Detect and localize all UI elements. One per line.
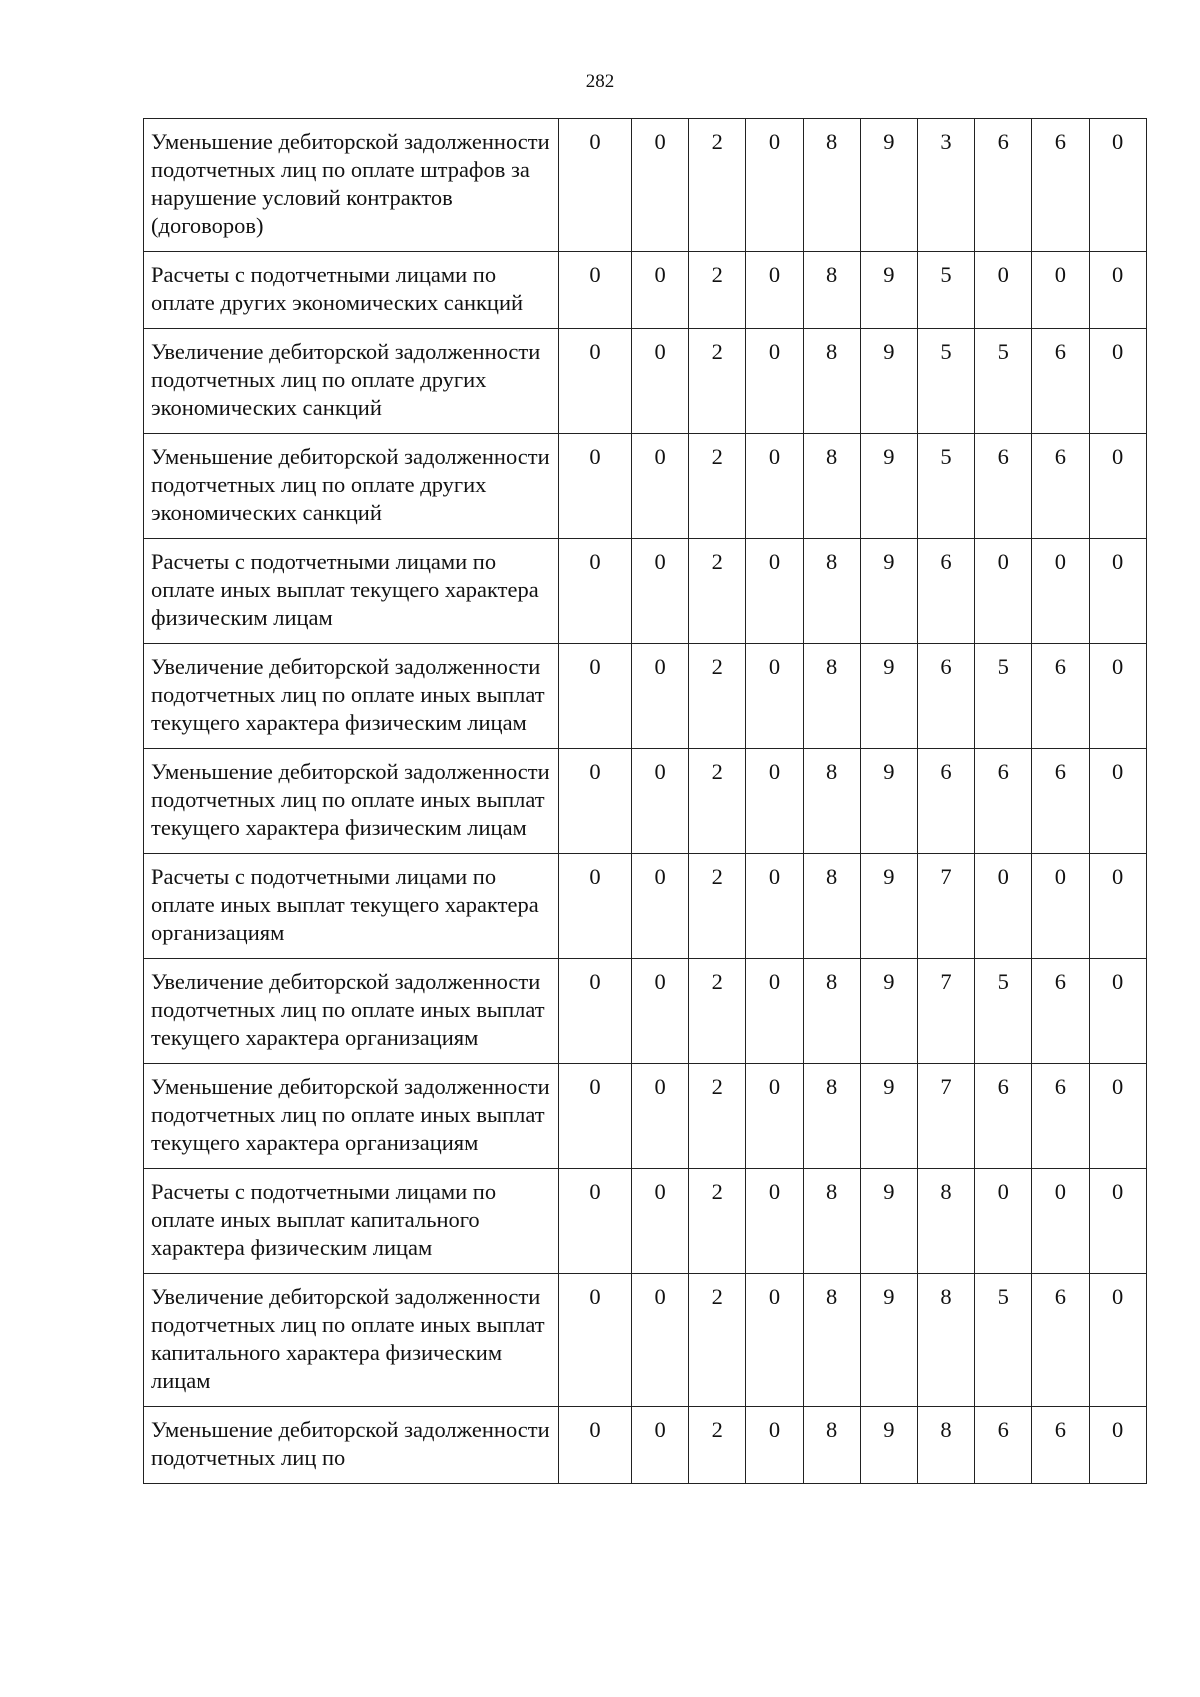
code-digit-3: 2 (689, 959, 746, 1064)
row-description: Увеличение дебиторской задолженности подотчетных лиц по оплате иных выплат текущего характера физическим лицам (144, 644, 559, 749)
code-digit-3: 2 (689, 434, 746, 539)
table-row (144, 1064, 1147, 1169)
code-digit-8: 5 (975, 1274, 1032, 1407)
code-digit-9: 6 (1032, 1407, 1089, 1484)
code-digit-3: 2 (689, 1064, 746, 1169)
code-digit-4: 0 (746, 854, 803, 959)
code-digit-5: 8 (803, 749, 860, 854)
code-digit-2: 0 (632, 1274, 689, 1407)
code-digit-9: 0 (1032, 539, 1089, 644)
code-digit-5: 8 (803, 119, 860, 252)
code-digit-5: 8 (803, 1274, 860, 1407)
code-digit-6: 9 (860, 434, 917, 539)
code-digit-8: 6 (975, 119, 1032, 252)
code-digit-7: 8 (917, 1407, 974, 1484)
table-row (144, 959, 1147, 1064)
table-row (144, 119, 1147, 252)
code-digit-9: 0 (1032, 854, 1089, 959)
table-row (144, 1274, 1147, 1407)
code-digit-7: 6 (917, 539, 974, 644)
code-digit-10: 0 (1089, 252, 1146, 329)
code-digit-6: 9 (860, 252, 917, 329)
table-row (144, 854, 1147, 959)
row-description: Расчеты с подотчетными лицами по оплате иных выплат текущего характера организациям (144, 854, 559, 959)
code-digit-9: 6 (1032, 119, 1089, 252)
code-digit-3: 2 (689, 539, 746, 644)
code-digit-1: 0 (559, 959, 632, 1064)
code-digit-2: 0 (632, 1169, 689, 1274)
code-digit-3: 2 (689, 1169, 746, 1274)
code-digit-4: 0 (746, 644, 803, 749)
code-digit-3: 2 (689, 644, 746, 749)
code-digit-8: 6 (975, 1407, 1032, 1484)
code-digit-8: 6 (975, 749, 1032, 854)
code-digit-5: 8 (803, 1407, 860, 1484)
code-digit-6: 9 (860, 119, 917, 252)
code-digit-9: 6 (1032, 749, 1089, 854)
code-digit-9: 6 (1032, 959, 1089, 1064)
code-digit-10: 0 (1089, 434, 1146, 539)
code-digit-1: 0 (559, 434, 632, 539)
code-digit-10: 0 (1089, 644, 1146, 749)
account-codes-table (143, 118, 1147, 1484)
code-digit-4: 0 (746, 1169, 803, 1274)
code-digit-1: 0 (559, 854, 632, 959)
code-digit-10: 0 (1089, 1274, 1146, 1407)
row-description: Расчеты с подотчетными лицами по оплате иных выплат капитального характера физическим лицам (144, 1169, 559, 1274)
table-row (144, 539, 1147, 644)
code-digit-1: 0 (559, 329, 632, 434)
code-digit-7: 3 (917, 119, 974, 252)
code-digit-2: 0 (632, 434, 689, 539)
code-digit-7: 7 (917, 854, 974, 959)
code-digit-5: 8 (803, 959, 860, 1064)
code-digit-4: 0 (746, 1407, 803, 1484)
code-digit-7: 6 (917, 644, 974, 749)
code-digit-8: 5 (975, 959, 1032, 1064)
code-digit-10: 0 (1089, 539, 1146, 644)
code-digit-7: 6 (917, 749, 974, 854)
code-digit-9: 6 (1032, 329, 1089, 434)
code-digit-8: 0 (975, 539, 1032, 644)
code-digit-10: 0 (1089, 1064, 1146, 1169)
table-row (144, 644, 1147, 749)
code-digit-1: 0 (559, 1169, 632, 1274)
code-digit-6: 9 (860, 329, 917, 434)
code-digit-2: 0 (632, 329, 689, 434)
code-digit-5: 8 (803, 1169, 860, 1274)
code-digit-9: 6 (1032, 434, 1089, 539)
table-body (144, 119, 1147, 1484)
code-digit-2: 0 (632, 1064, 689, 1169)
row-description: Уменьшение дебиторской задолженности подотчетных лиц по оплате иных выплат текущего характера организациям (144, 1064, 559, 1169)
code-digit-7: 5 (917, 434, 974, 539)
row-description: Уменьшение дебиторской задолженности подотчетных лиц по оплате иных выплат текущего характера физическим лицам (144, 749, 559, 854)
code-digit-6: 9 (860, 749, 917, 854)
code-digit-8: 0 (975, 1169, 1032, 1274)
code-digit-5: 8 (803, 252, 860, 329)
code-digit-8: 6 (975, 1064, 1032, 1169)
code-digit-8: 0 (975, 854, 1032, 959)
code-digit-4: 0 (746, 959, 803, 1064)
code-digit-10: 0 (1089, 749, 1146, 854)
row-description: Уменьшение дебиторской задолженности подотчетных лиц по оплате других экономических санкций (144, 434, 559, 539)
code-digit-6: 9 (860, 1064, 917, 1169)
code-digit-7: 8 (917, 1274, 974, 1407)
code-digit-2: 0 (632, 749, 689, 854)
code-digit-1: 0 (559, 1274, 632, 1407)
code-digit-10: 0 (1089, 119, 1146, 252)
table-row (144, 1169, 1147, 1274)
code-digit-6: 9 (860, 1407, 917, 1484)
code-digit-6: 9 (860, 854, 917, 959)
code-digit-7: 7 (917, 1064, 974, 1169)
code-digit-5: 8 (803, 329, 860, 434)
code-digit-1: 0 (559, 749, 632, 854)
row-description: Уменьшение дебиторской задолженности подотчетных лиц по (144, 1407, 559, 1484)
code-digit-9: 6 (1032, 1064, 1089, 1169)
code-digit-10: 0 (1089, 1407, 1146, 1484)
code-digit-7: 5 (917, 252, 974, 329)
code-digit-1: 0 (559, 539, 632, 644)
code-digit-3: 2 (689, 1407, 746, 1484)
code-digit-10: 0 (1089, 329, 1146, 434)
code-digit-10: 0 (1089, 1169, 1146, 1274)
row-description: Расчеты с подотчетными лицами по оплате других экономических санкций (144, 252, 559, 329)
code-digit-5: 8 (803, 1064, 860, 1169)
code-digit-7: 8 (917, 1169, 974, 1274)
code-digit-9: 6 (1032, 1274, 1089, 1407)
row-description: Увеличение дебиторской задолженности подотчетных лиц по оплате иных выплат текущего характера организациям (144, 959, 559, 1064)
code-digit-9: 0 (1032, 1169, 1089, 1274)
code-digit-4: 0 (746, 749, 803, 854)
code-digit-8: 0 (975, 252, 1032, 329)
table-row (144, 434, 1147, 539)
code-digit-3: 2 (689, 252, 746, 329)
code-digit-1: 0 (559, 1407, 632, 1484)
table-row (144, 1407, 1147, 1484)
code-digit-6: 9 (860, 1274, 917, 1407)
code-digit-6: 9 (860, 539, 917, 644)
row-description: Уменьшение дебиторской задолженности подотчетных лиц по оплате штрафов за нарушение условий контрактов (договоров) (144, 119, 559, 252)
code-digit-2: 0 (632, 539, 689, 644)
code-digit-8: 5 (975, 644, 1032, 749)
row-description: Расчеты с подотчетными лицами по оплате иных выплат текущего характера физическим лицам (144, 539, 559, 644)
code-digit-5: 8 (803, 854, 860, 959)
table-row (144, 329, 1147, 434)
code-digit-6: 9 (860, 1169, 917, 1274)
code-digit-9: 0 (1032, 252, 1089, 329)
code-digit-9: 6 (1032, 644, 1089, 749)
code-digit-3: 2 (689, 1274, 746, 1407)
row-description: Увеличение дебиторской задолженности подотчетных лиц по оплате иных выплат капитального характера физическим лицам (144, 1274, 559, 1407)
code-digit-1: 0 (559, 252, 632, 329)
code-digit-4: 0 (746, 329, 803, 434)
code-digit-3: 2 (689, 749, 746, 854)
code-digit-1: 0 (559, 644, 632, 749)
code-digit-7: 7 (917, 959, 974, 1064)
code-digit-8: 6 (975, 434, 1032, 539)
code-digit-2: 0 (632, 119, 689, 252)
code-digit-4: 0 (746, 1274, 803, 1407)
code-digit-4: 0 (746, 1064, 803, 1169)
code-digit-6: 9 (860, 959, 917, 1064)
code-digit-10: 0 (1089, 959, 1146, 1064)
code-digit-2: 0 (632, 959, 689, 1064)
code-digit-3: 2 (689, 854, 746, 959)
code-digit-4: 0 (746, 539, 803, 644)
code-digit-1: 0 (559, 119, 632, 252)
code-digit-8: 5 (975, 329, 1032, 434)
code-digit-5: 8 (803, 434, 860, 539)
page-number: 282 (585, 71, 615, 92)
code-digit-7: 5 (917, 329, 974, 434)
code-digit-2: 0 (632, 1407, 689, 1484)
code-digit-10: 0 (1089, 854, 1146, 959)
code-digit-4: 0 (746, 119, 803, 252)
code-digit-2: 0 (632, 252, 689, 329)
code-digit-6: 9 (860, 644, 917, 749)
code-digit-1: 0 (559, 1064, 632, 1169)
code-digit-4: 0 (746, 252, 803, 329)
code-digit-3: 2 (689, 119, 746, 252)
code-digit-3: 2 (689, 329, 746, 434)
row-description: Увеличение дебиторской задолженности подотчетных лиц по оплате других экономических санкций (144, 329, 559, 434)
code-digit-2: 0 (632, 854, 689, 959)
code-digit-5: 8 (803, 539, 860, 644)
table-row (144, 252, 1147, 329)
code-digit-5: 8 (803, 644, 860, 749)
code-digit-4: 0 (746, 434, 803, 539)
code-digit-2: 0 (632, 644, 689, 749)
table-row (144, 749, 1147, 854)
